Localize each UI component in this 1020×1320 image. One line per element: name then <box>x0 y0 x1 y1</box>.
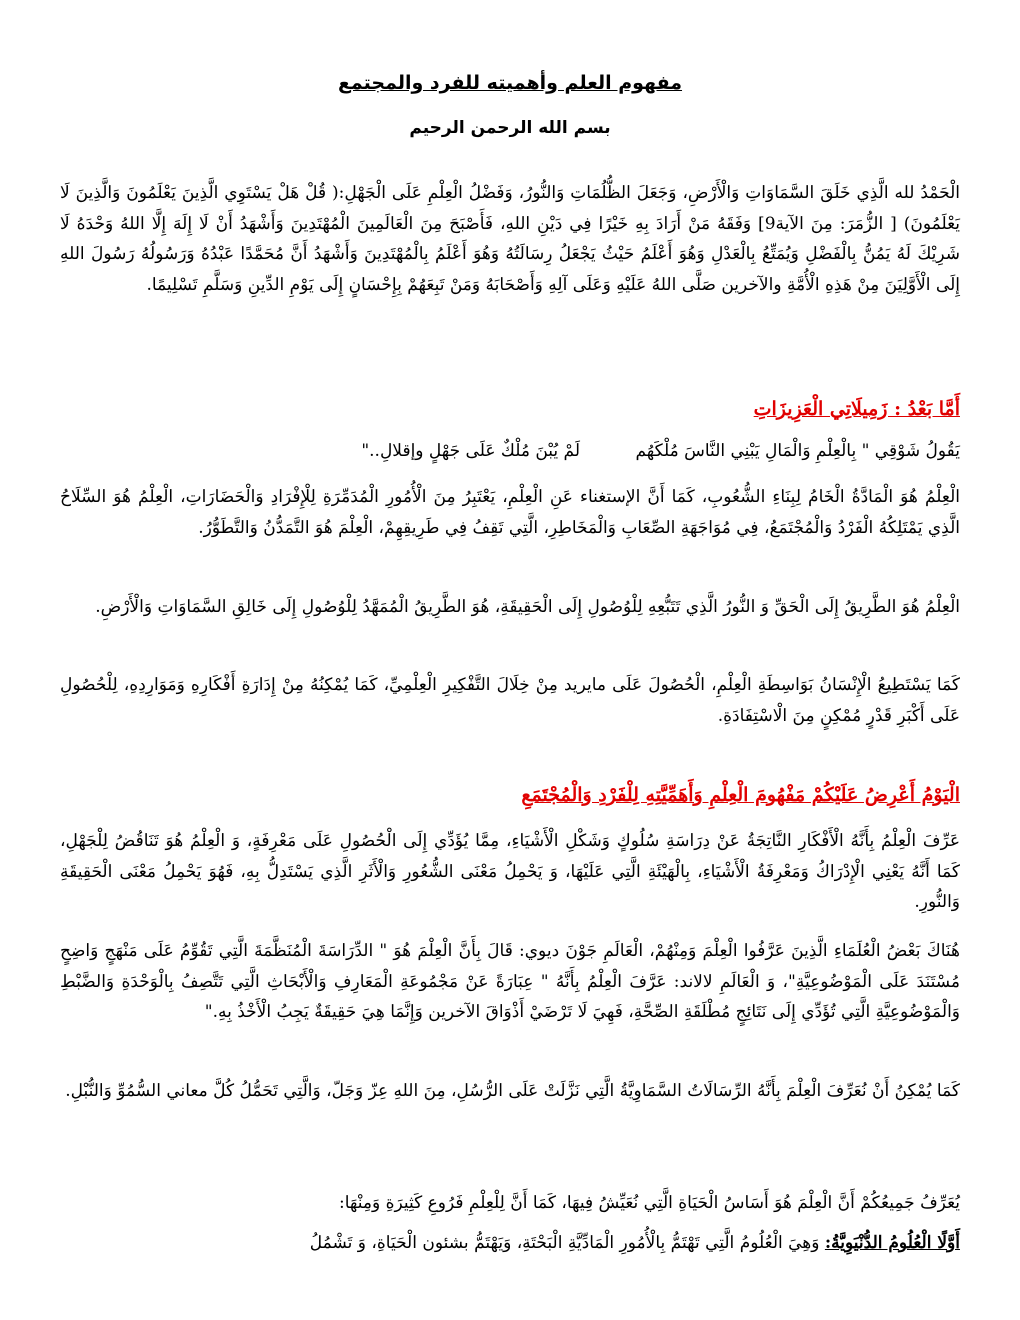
paragraph-definition: عَرِّفَ الْعِلْمُ بِأَنَّهُ الْأَفْكَارِ النَّاتِجَةُ عَنْ دِرَاسَةِ سُلُوكٍ وَشَكْلِ الْأَشْيَاءِ، مِمَّا يُؤَدِّي إِلَى الْحُصُولِ عَلَى مَعْرِفَةٍ، وَ الْعِلْمُ هُوَ تَنَاقُضُ لِلْجَهْلِ، كَمَا أَنَّهُ يَعْنِي الْإِدْرَاكُ وَمَعْرِفَةُ الْأَشْيَاءِ، بِالْهَيْئَةِ الَّتِي عَلَيْهَا، وَ يَحْمِلُ مَعْنَى الشُّعُورِ وَالْأَثَرِ الَّذِي يَسْتَدِلُّ بِهِ، فَهُوَ يَحْمِلُ مَعْنَى الْحَقِيقَةِ وَالنُّورِ. <box>60 831 960 912</box>
paragraph-knowledge-path: الْعِلْمُ هُوَ الطَّرِيقُ إِلَى الْحَقِّ وَ النُّورُ الَّذِي تَتَبُّعِهِ لِلْوُصُولِ إِلَى الْحَقِيقَةِ، هُوَ الطَّرِيقُ الْمُمَهَّدُ لِلْوُصُولِ إِلَى خَالِقِ السَّمَاوَاتِ وَالْأَرْضِ. <box>95 597 960 617</box>
section-heading-concept: الْيَوْمُ أَعْرِضُ عَلَيْكُمْ مَفْهُومَ الْعِلْمِ وَأَهَمِّيَّتِهِ لِلْفَرْدِ وَالْمُجْتَمَعِ <box>521 784 960 806</box>
paragraph-worldly-sciences <box>60 1228 960 1259</box>
basmala: بسم الله الرحمن الرحيم <box>409 118 611 138</box>
paragraph-divine-messages: كَمَا يُمْكِنُ أَنْ نُعَرِّفَ الْعِلْمَ بِأَنَّهُ الرِّسَالَاتُ السَّمَاوِيَّةُ الَّتِي نَزَّلَتْ عَلَى الرُّسُلِ، مِنَ اللهِ عِزّ وَجَلّ، وَالَّتِي تَحَمُّلُ كُلَّ معاني السُّمُوِّ وَالنُّبْلِ. <box>65 1081 960 1101</box>
worldly-sciences-label: أَوَّلًا الْعُلُومُ الدُّنْيَوِيَّةُ: <box>824 1233 960 1253</box>
intro-paragraph: الْحَمْدُ لله الَّذِي خَلَقَ السَّمَاوَاتِ وَالْأَرْضِ، وَجَعَلَ الظُّلُمَاتِ وَالنُّورُ، وَفَضْلُ الْعِلْمِ عَلَى الْجَهْلِ:( قُلْ هَلْ يَسْتَوِي الَّذِينَ يَعْلَمُونَ وَالَّذِينَ لَا يَعْلَمُونَ) [ الزُّمَرَ: مِنَ الآية9] وَفَقَهُ مَنْ أَرَادَ بِهِ خَيْرًا فِي دَيْنِ اللهِ، فَأَصْبَحَ مِنَ الْعَالَمِينَ الْمُهْتَدِينَ وَأَشْهَدُ أَنْ لَا إِلَهَ إِلَّا اللهُ وَحْدَهُ لَا شَرِيْكَ لَهُ يَمُنُّ بِالْفَضْلِ وَيُمَتِّعُ بِالْعَدْلِ وَهُوَ أَعْلَمُ حَيْثُ يَجْعَلُ رِسَالَتُهُ وَهُوَ أَعْلَمُ بِالْمُهْتَدِينَ وَأَشْهَدُ أَنَّ مُحَمَّدًا عَبْدُهُ وَرَسُولُهُ رَسُولَ اللهِ إِلَى الْأَوَّلِيَنَ مِنْ هَذِهِ الْأُمَّةِ والآخرين صَلَّى اللهُ عَلَيْهِ وَعَلَى آلِهِ وَأَصْحَابَهُ وَمَنْ تَبِعَهُمْ بِإِحْسَانٍ إِلَى يَوْمِ الدِّينِ وَسَلَّمِ تَسْلِيمًا. <box>60 183 961 295</box>
worldly-sciences-text: وَهِيَ الْعُلُومُ الَّتِي تَهْتَمُّ بِالْأُمُورِ الْمَادِّيَّةِ الْبَحْتَةِ، وَيَهْتَمُّ بشئون الْحَيَاةِ، وَ تَشْمُلُ <box>309 1233 825 1253</box>
poem-second-hemistich: لَمْ يُبْنَ مُلْكٌ عَلَى جَهْلٍ وإقلالِ.." <box>361 441 581 461</box>
poem-verse <box>60 436 960 466</box>
paragraph-scholars: هُنَاكَ بَعْضُ الْعُلَمَاءِ الَّذِينَ عَرَّفُوا الْعِلْمَ وَمِنْهُمْ، الْعَالَمِ جَوْنَ ديوي: قَالَ بِأَنَّ الْعِلْمَ هُوَ " الدِّرَاسَةَ الْمُنَظَّمَةَ الَّتِي تَقُوِّمُ عَلَى مَنْهَجٍ وَاضِحٍ مُسْتَنَدَ عَلَى الْمَوْضُوعِيَّةِ"، وَ الْعَالَمِ لالاند: عَرَّفَ الْعِلْمُ بِأَنَّهُ " عِبَارَةً عَنْ مَجْمُوعَةِ الْمَعَارِفِ وَالْأَبْحَاثِ الَّتِي تَتَّصِفُ بِالْوَحْدَةِ وَالضَّبْطِ وَالْمَوْضُوعِيَّةِ الَّتِي تُؤَدِّي إِلَى نَتَائِجٍ مُطْلَقَةِ الصِّحَّةِ، فَهِيَ لَا تَرْضَيْ أَذْوَاقَ الآخرين وَإِنَّمَا هِيَ حَقِيقَةٌ يَجِبُ الْأَخْذُ بِهِ." <box>60 941 960 1022</box>
paragraph-knowledge-ability: كَمَا يَسْتَطِيعُ الْإِنْسَانُ بَوَاسِطَةِ الْعِلْمِ، الْحُصُولَ عَلَى مايريد مِنْ خِلَالَ التَّفْكِيرِ الْعِلْمِيِّ، كَمَا يُمْكِنُهُ مِنْ إِدَارَةِ أَفْكَارِهِ وَمَوَارِدِهِ، لِلْحُصُولِ عَلَى أَكْبَرِ قَدْرٍ مُمْكِنٍ مِنَ الْاسْتِفَادَةِ. <box>60 675 960 726</box>
poem-first-hemistich: يَقُولُ شَوْقِي " بِالْعِلْمِ وَالْمَالِ يَبْنِي النَّاسَ مُلْكَهُم <box>635 441 960 461</box>
paragraph-knowledge-material: الْعِلْمُ هُوَ الْمَادَّةُ الْخَامُ لِبِنَاءِ الشُّعُوبِ، كَمَا أَنَّ الإستغناء عَنِ الْعِلْمِ، يَعْتَبِرُ مِنَ الْأُمُورِ الْمُدَمِّرَةِ لِلْإِفْرَادِ وَالْحَضَارَاتِ، الْعِلْمُ هُوَ السِّلَاحُ الَّذِي يَمْتَلِكُهُ الْفَرْدُ وَالْمُجْتَمَعُ، فِي مُوَاجَهَةِ الصِّعَابِ وَالْمَخَاطِرِ، الَّتِي تَقِفُ فِي طَرِيقِهِمْ، الْعِلْمَ هُوَ التَّمَدُّنُ وَالتَّطَوُّرُ. <box>60 487 960 538</box>
section-heading-greeting: أَمَّا بَعْدُ : زَمِيلَاتِي الْعَزِيزَاتِ <box>753 398 960 420</box>
document-title: مفهوم العلم وأهميته للفرد والمجتمع <box>337 72 683 94</box>
paragraph-branches-intro: يُعَرِّفُ جَمِيعُكُمْ أَنَّ الْعِلْمَ هُوَ أَسَاسُ الْحَيَاةِ الَّتِي نُعَيِّشُ فِيهَا، كَمَا أَنَّ لِلْعِلْمِ فَرُوعِ كَثِيرَةِ وَمِنْهَا: <box>339 1193 960 1213</box>
